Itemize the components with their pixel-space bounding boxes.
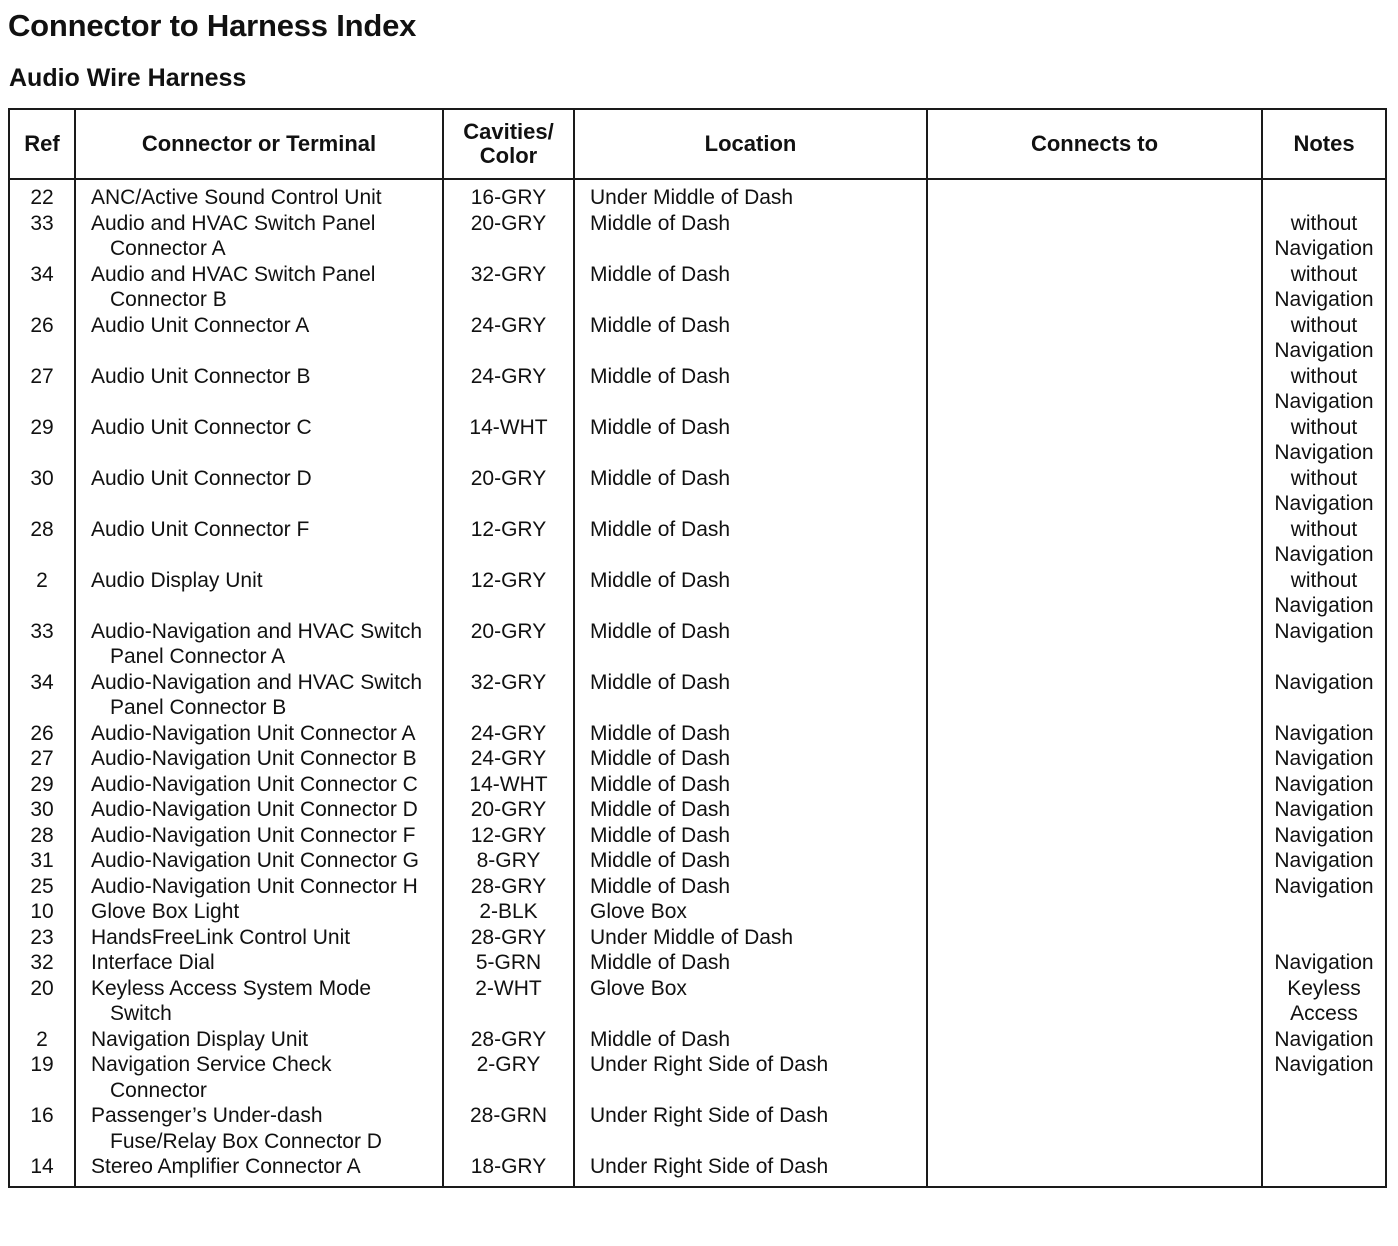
cell-connects-to (927, 517, 1262, 568)
cell-notes (1262, 670, 1386, 721)
connector-line-2: Fuse/Relay Box Connector D (110, 1129, 382, 1153)
table-row (9, 797, 1386, 823)
cell-location: Middle of Dash (574, 313, 927, 364)
cell-ref: 29 (30, 772, 54, 796)
cell-connects-to (927, 262, 1262, 313)
cell-location: Middle of Dash (574, 262, 927, 313)
harness-index-table (8, 108, 1387, 1188)
table-row (9, 976, 1386, 1027)
cell-cavities-color: 24-GRY (443, 313, 574, 364)
table-row (9, 179, 1386, 211)
notes-line-1: Navigation (1274, 772, 1374, 796)
table-header-row (9, 109, 1386, 179)
connector-line-1: ANC/Active Sound Control Unit (91, 186, 382, 209)
cell-location: Under Middle of Dash (574, 925, 927, 951)
cell-location: Under Right Side of Dash (574, 1052, 927, 1103)
cell-ref: 16 (30, 1104, 54, 1127)
cell-notes (1262, 797, 1386, 823)
cell-cavities-color: 32-GRY (443, 262, 574, 313)
cell-location: Middle of Dash (574, 721, 927, 747)
cell-connects-to (927, 950, 1262, 976)
cell-cavities-color: 28-GRY (443, 874, 574, 900)
cell-connects-to (927, 211, 1262, 262)
cell-connects-to (927, 721, 1262, 747)
cell-cavities-color: 12-GRY (443, 568, 574, 619)
connector-line-1: Audio-Navigation Unit Connector F (91, 823, 416, 847)
cell-connector (75, 950, 443, 976)
cell-ref: 19 (30, 1053, 54, 1076)
connector-line-2: Panel Connector A (110, 645, 286, 668)
cell-cavities-color: 24-GRY (443, 721, 574, 747)
cell-cavities-color: 2-WHT (443, 976, 574, 1027)
connector-line-1: Audio Unit Connector A (91, 313, 310, 337)
cell-cavities-color: 14-WHT (443, 415, 574, 466)
cell-ref: 32 (30, 951, 54, 974)
cell-location: Under Right Side of Dash (574, 1103, 927, 1154)
cell-connector (75, 619, 443, 670)
cell-connects-to (927, 466, 1262, 517)
connector-line-1: Passenger’s Under-dash (91, 1104, 323, 1127)
table-row (9, 211, 1386, 262)
connector-line-1: Audio-Navigation Unit Connector H (91, 874, 418, 898)
cell-ref: 30 (30, 466, 54, 490)
cell-connects-to (927, 797, 1262, 823)
cell-cavities-color: 20-GRY (443, 797, 574, 823)
connector-line-1: Audio-Navigation Unit Connector G (91, 849, 420, 872)
cell-ref: 27 (30, 364, 54, 388)
cell-connector (75, 1103, 443, 1154)
cell-connects-to (927, 179, 1262, 211)
connector-line-1: Audio and HVAC Switch Panel (91, 262, 376, 286)
column-header-connects-to: Connects to (927, 109, 1262, 179)
table-row (9, 848, 1386, 874)
cell-ref: 2 (36, 1027, 48, 1051)
cell-ref: 28 (30, 823, 54, 847)
table-row (9, 1103, 1386, 1154)
cell-location: Middle of Dash (574, 874, 927, 900)
column-header-cavities-line2: Color (479, 143, 538, 168)
cell-connector (75, 823, 443, 849)
table-row (9, 313, 1386, 364)
connector-line-1: Keyless Access System Mode (91, 976, 372, 1000)
cell-ref: 28 (30, 517, 54, 541)
notes-line-1: Navigation (1274, 798, 1374, 821)
cell-ref: 20 (30, 976, 54, 1000)
cell-cavities-color: 28-GRN (443, 1103, 574, 1154)
column-header-cavities (443, 109, 574, 179)
connector-line-2: Connector A (110, 237, 226, 260)
cell-cavities-color: 20-GRY (443, 211, 574, 262)
cell-location: Glove Box (574, 899, 927, 925)
cell-connects-to (927, 415, 1262, 466)
table-row (9, 466, 1386, 517)
cell-connector (75, 925, 443, 951)
connector-line-1: Navigation Display Unit (91, 1027, 309, 1051)
cell-notes (1262, 262, 1386, 313)
cell-cavities-color: 5-GRN (443, 950, 574, 976)
connector-line-1: Audio-Navigation Unit Connector A (91, 721, 416, 745)
cell-cavities-color: 32-GRY (443, 670, 574, 721)
cell-connects-to (927, 1103, 1262, 1154)
table-row (9, 746, 1386, 772)
cell-ref: 22 (30, 186, 54, 209)
cell-cavities-color: 8-GRY (443, 848, 574, 874)
cell-connector (75, 670, 443, 721)
table-row (9, 262, 1386, 313)
cell-connector (75, 313, 443, 364)
cell-cavities-color: 18-GRY (443, 1154, 574, 1187)
cell-ref: 26 (30, 721, 54, 745)
column-header-ref: Ref (9, 109, 75, 179)
cell-notes (1262, 466, 1386, 517)
notes-line-1: Navigation (1274, 721, 1374, 745)
table-row (9, 721, 1386, 747)
cell-cavities-color: 12-GRY (443, 517, 574, 568)
cell-ref: 26 (30, 313, 54, 337)
cell-connector (75, 466, 443, 517)
cell-notes (1262, 517, 1386, 568)
table-row (9, 772, 1386, 798)
notes-line-2: Navigation (1274, 288, 1374, 311)
cell-connects-to (927, 823, 1262, 849)
notes-line-1: without (1290, 211, 1358, 235)
table-row (9, 1027, 1386, 1053)
cell-connector (75, 772, 443, 798)
cell-location: Middle of Dash (574, 823, 927, 849)
cell-connector (75, 179, 443, 211)
cell-cavities-color: 20-GRY (443, 466, 574, 517)
cell-connects-to (927, 568, 1262, 619)
notes-line-1: without (1290, 568, 1358, 592)
cell-ref: 25 (30, 874, 54, 898)
notes-line-2: Navigation (1274, 390, 1374, 413)
cell-ref: 23 (30, 925, 54, 949)
connector-line-1: Interface Dial (91, 951, 215, 974)
cell-location: Glove Box (574, 976, 927, 1027)
cell-notes (1262, 179, 1386, 211)
cell-connects-to (927, 925, 1262, 951)
cell-notes (1262, 746, 1386, 772)
column-header-location: Location (574, 109, 927, 179)
cell-notes (1262, 568, 1386, 619)
table-row (9, 950, 1386, 976)
cell-ref: 2 (36, 568, 48, 592)
notes-line-1: without (1290, 517, 1358, 541)
cell-location: Middle of Dash (574, 568, 927, 619)
table-row (9, 1154, 1386, 1187)
cell-connector (75, 848, 443, 874)
cell-cavities-color: 28-GRY (443, 925, 574, 951)
cell-connects-to (927, 619, 1262, 670)
cell-notes (1262, 619, 1386, 670)
cell-connects-to (927, 976, 1262, 1027)
cell-notes (1262, 925, 1386, 951)
connector-line-1: Stereo Amplifier Connector A (91, 1155, 361, 1178)
connector-line-1: Audio Unit Connector C (91, 415, 312, 439)
table-row (9, 364, 1386, 415)
cell-connects-to (927, 874, 1262, 900)
connector-line-1: Audio-Navigation Unit Connector C (91, 772, 418, 796)
connector-line-2: Switch (110, 1002, 172, 1025)
connector-line-1: Audio Unit Connector D (91, 466, 312, 490)
notes-line-2: Navigation (1274, 441, 1374, 464)
cell-cavities-color: 16-GRY (443, 179, 574, 211)
cell-connects-to (927, 364, 1262, 415)
notes-line-1: Navigation (1274, 823, 1374, 847)
cell-ref: 14 (30, 1155, 54, 1178)
cell-location: Middle of Dash (574, 670, 927, 721)
cell-location: Middle of Dash (574, 950, 927, 976)
notes-line-2: Access (1290, 1002, 1358, 1025)
cell-location: Middle of Dash (574, 466, 927, 517)
notes-line-2: Navigation (1274, 237, 1374, 260)
cell-ref: 31 (30, 849, 54, 872)
connector-line-1: Glove Box Light (91, 900, 240, 923)
notes-line-1: Navigation (1274, 670, 1374, 694)
cell-connector (75, 1027, 443, 1053)
cell-location: Under Middle of Dash (574, 179, 927, 211)
table-row (9, 874, 1386, 900)
cell-notes (1262, 415, 1386, 466)
cell-connector (75, 517, 443, 568)
cell-connector (75, 1052, 443, 1103)
cell-cavities-color: 14-WHT (443, 772, 574, 798)
cell-notes (1262, 1052, 1386, 1103)
cell-ref: 33 (30, 619, 54, 643)
notes-line-1: without (1290, 466, 1358, 490)
cell-location: Middle of Dash (574, 517, 927, 568)
notes-line-1: Navigation (1274, 849, 1374, 872)
table-row (9, 1052, 1386, 1103)
cell-connector (75, 262, 443, 313)
cell-notes (1262, 721, 1386, 747)
cell-ref: 10 (30, 900, 54, 923)
cell-connector (75, 364, 443, 415)
notes-line-2: Navigation (1274, 594, 1374, 617)
cell-notes (1262, 313, 1386, 364)
cell-connects-to (927, 899, 1262, 925)
cell-cavities-color: 24-GRY (443, 364, 574, 415)
cell-notes (1262, 1103, 1386, 1154)
cell-ref: 34 (30, 670, 54, 694)
section-title: Audio Wire Harness (9, 64, 247, 92)
connector-line-2: Connector B (110, 288, 227, 311)
connector-line-1: Navigation Service Check (91, 1053, 332, 1076)
cell-notes (1262, 899, 1386, 925)
cell-connects-to (927, 848, 1262, 874)
notes-line-1: without (1290, 313, 1358, 337)
cell-cavities-color: 12-GRY (443, 823, 574, 849)
cell-connects-to (927, 1154, 1262, 1187)
cell-notes (1262, 364, 1386, 415)
cell-cavities-color: 2-BLK (443, 899, 574, 925)
notes-line-1: without (1290, 364, 1358, 388)
cell-notes (1262, 1027, 1386, 1053)
notes-line-1: Navigation (1274, 874, 1374, 898)
cell-connects-to (927, 670, 1262, 721)
table-body (9, 179, 1386, 1187)
connector-line-1: Audio Unit Connector F (91, 517, 310, 541)
cell-ref: 34 (30, 262, 54, 286)
cell-location: Middle of Dash (574, 772, 927, 798)
connector-line-1: Audio Display Unit (91, 568, 263, 592)
cell-location: Middle of Dash (574, 364, 927, 415)
column-header-connector: Connector or Terminal (75, 109, 443, 179)
cell-ref: 29 (30, 415, 54, 439)
cell-connector (75, 568, 443, 619)
cell-connector (75, 1154, 443, 1187)
cell-location: Middle of Dash (574, 1027, 927, 1053)
cell-connector (75, 797, 443, 823)
cell-connects-to (927, 746, 1262, 772)
cell-ref: 33 (30, 211, 54, 235)
cell-cavities-color: 28-GRY (443, 1027, 574, 1053)
cell-notes (1262, 976, 1386, 1027)
cell-location: Middle of Dash (574, 746, 927, 772)
cell-cavities-color: 20-GRY (443, 619, 574, 670)
cell-location: Middle of Dash (574, 848, 927, 874)
cell-connector (75, 874, 443, 900)
notes-line-2: Navigation (1274, 339, 1374, 362)
cell-location: Middle of Dash (574, 211, 927, 262)
cell-notes (1262, 211, 1386, 262)
notes-line-1: Navigation (1274, 951, 1374, 974)
table-row (9, 568, 1386, 619)
cell-notes (1262, 848, 1386, 874)
cell-connector (75, 976, 443, 1027)
table-row (9, 823, 1386, 849)
connector-line-1: Audio-Navigation Unit Connector B (91, 747, 417, 770)
cell-location: Middle of Dash (574, 415, 927, 466)
connector-line-2: Connector (110, 1078, 207, 1102)
cell-ref: 30 (30, 798, 54, 821)
cell-location: Middle of Dash (574, 619, 927, 670)
cell-cavities-color: 24-GRY (443, 746, 574, 772)
notes-line-1: without (1290, 415, 1358, 439)
connector-line-1: Audio-Navigation and HVAC Switch (91, 619, 423, 643)
connector-line-1: HandsFreeLink Control Unit (91, 925, 351, 949)
connector-line-1: Audio-Navigation Unit Connector D (91, 798, 418, 821)
cell-connector (75, 746, 443, 772)
cell-connector (75, 899, 443, 925)
table-row (9, 415, 1386, 466)
notes-line-1: without (1290, 262, 1358, 286)
page-title: Connector to Harness Index (8, 8, 417, 43)
cell-connector (75, 721, 443, 747)
cell-connector (75, 415, 443, 466)
cell-connector (75, 211, 443, 262)
connector-line-1: Audio-Navigation and HVAC Switch (91, 670, 423, 694)
cell-notes (1262, 823, 1386, 849)
table-row (9, 925, 1386, 951)
notes-line-1: Navigation (1274, 1027, 1374, 1051)
column-header-notes: Notes (1262, 109, 1386, 179)
notes-line-1: Navigation (1274, 619, 1374, 643)
connector-line-1: Audio and HVAC Switch Panel (91, 211, 376, 235)
notes-line-2: Navigation (1274, 492, 1374, 515)
notes-line-1: Navigation (1274, 1053, 1374, 1076)
column-header-cavities-line1: Cavities/ (463, 119, 554, 144)
table-row (9, 517, 1386, 568)
cell-connects-to (927, 1052, 1262, 1103)
cell-connects-to (927, 772, 1262, 798)
cell-connects-to (927, 313, 1262, 364)
notes-line-1: Navigation (1274, 747, 1374, 770)
connector-line-2: Panel Connector B (110, 696, 287, 719)
cell-notes (1262, 874, 1386, 900)
connector-line-1: Audio Unit Connector B (91, 364, 311, 388)
table-row (9, 670, 1386, 721)
cell-notes (1262, 1154, 1386, 1187)
cell-connects-to (927, 1027, 1262, 1053)
cell-ref: 27 (30, 747, 54, 770)
cell-cavities-color: 2-GRY (443, 1052, 574, 1103)
table-row (9, 899, 1386, 925)
table-row (9, 619, 1386, 670)
cell-notes (1262, 950, 1386, 976)
cell-location: Under Right Side of Dash (574, 1154, 927, 1187)
notes-line-2: Navigation (1274, 543, 1374, 566)
cell-notes (1262, 772, 1386, 798)
notes-line-1: Keyless (1287, 976, 1361, 1000)
cell-location: Middle of Dash (574, 797, 927, 823)
